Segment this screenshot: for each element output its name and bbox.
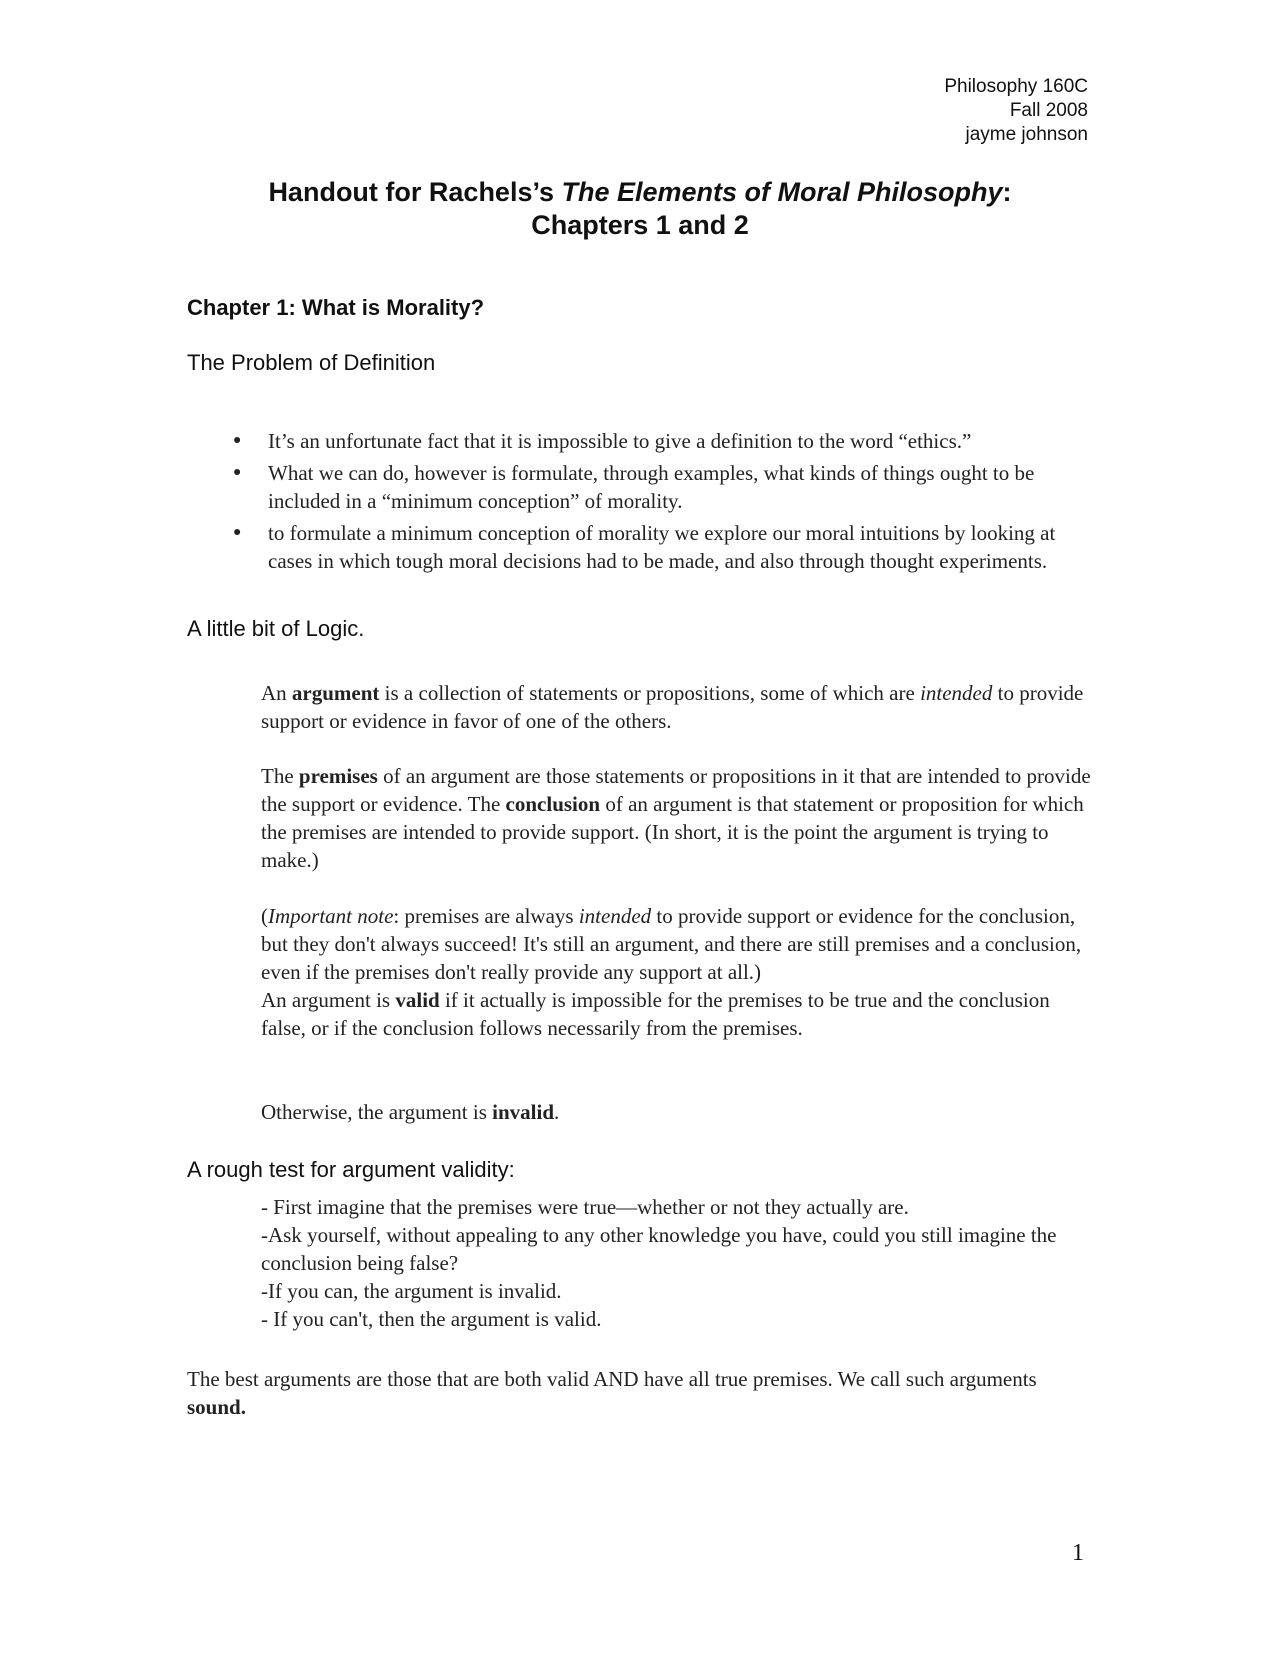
page-number: 1 (1072, 1540, 1084, 1566)
term-conclusion: conclusion (505, 792, 601, 816)
list-item: - If you can't, then the argument is valid. (261, 1307, 602, 1331)
term-valid: valid (395, 988, 440, 1012)
invalid-definition: Otherwise, the argument is invalid. (261, 1100, 560, 1124)
title-book: The Elements of Moral Philosophy (561, 177, 1003, 207)
list-item: - First imagine that the premises were true—whether or not they actually are. (261, 1195, 909, 1219)
document-title (0, 176, 1280, 242)
title-prefix: Handout for Rachels’s (268, 177, 562, 207)
term-sound: sound. (187, 1395, 246, 1419)
term-invalid: invalid (492, 1100, 555, 1124)
bullet-text: What we can do, however is formulate, through examples, what kinds of things ought to be included in a “minimum conception” of morality. (268, 461, 1035, 513)
bullet-icon: ● (233, 433, 242, 448)
term-premises: premises (298, 764, 378, 788)
bullet-icon: ● (233, 525, 242, 540)
chapter-1-title: : What is Morality? (288, 295, 485, 320)
valid-definition: An argument is valid if it actually is impossible for the premises to be true and the conclusion false, or if the conclusion follows necessarily from the premises. (261, 988, 1050, 1040)
important-note: (Important note: premises are always intended to provide support or evidence for the conclusion, but they don't always succeed! It's still an argument, and there are still premises and a conclusion, even if the premises don't really provide any support at all.) An argument is valid if it actually is impossible for the premises to be true and the conclusion false, or if the conclusion follows necessarily from the premises. (261, 902, 1091, 1042)
definition-bullet-list (230, 427, 1090, 579)
course-info (944, 75, 1088, 147)
title-line-1 (0, 176, 1280, 209)
term-argument: argument (291, 681, 380, 705)
argument-definition: An argument is a collection of statements or propositions, some of which are intended to provide support or evidence in favor of one of the others. (261, 681, 1084, 733)
chapter-1-label: Chapter 1 (187, 295, 289, 320)
list-item (230, 519, 1090, 575)
bullet-text: to formulate a minimum conception of morality we explore our moral intuitions by looking at cases in which tough moral decisions had to be made, and also through thought experiments. (268, 521, 1056, 573)
list-item (230, 459, 1090, 515)
premises-definition: The premises of an argument are those statements or propositions in it that are intended to provide the support or evidence. The conclusion of an argument is that statement or proposition for which the premises are intended to provide support. (In short, it is the point the argument is trying to make.) (261, 764, 1091, 872)
chapter-1-heading (187, 295, 484, 321)
logic-heading: A little bit of Logic. (187, 616, 365, 641)
title-suffix: : (1002, 177, 1012, 207)
title-line-2: Chapters 1 and 2 (531, 210, 749, 240)
validity-test-heading: A rough test for argument validity: (187, 1157, 515, 1182)
sound-argument-paragraph: The best arguments are those that are both valid AND have all true premises. We call such arguments sound. (187, 1367, 1037, 1419)
course-name: Philosophy 160C (944, 76, 1088, 97)
course-term: Fall 2008 (1009, 100, 1088, 121)
list-item (230, 427, 1090, 455)
validity-test-steps (261, 1193, 1091, 1333)
bullet-text: It’s an unfortunate fact that it is impossible to give a definition to the word “ethics.” (268, 429, 972, 453)
list-item: -Ask yourself, without appealing to any other knowledge you have, could you still imagine the conclusion being false? (261, 1223, 1057, 1275)
course-author: jayme johnson (965, 124, 1088, 145)
list-item: -If you can, the argument is invalid. (261, 1279, 562, 1303)
bullet-icon: ● (233, 465, 242, 480)
problem-of-definition-heading: The Problem of Definition (187, 350, 436, 375)
